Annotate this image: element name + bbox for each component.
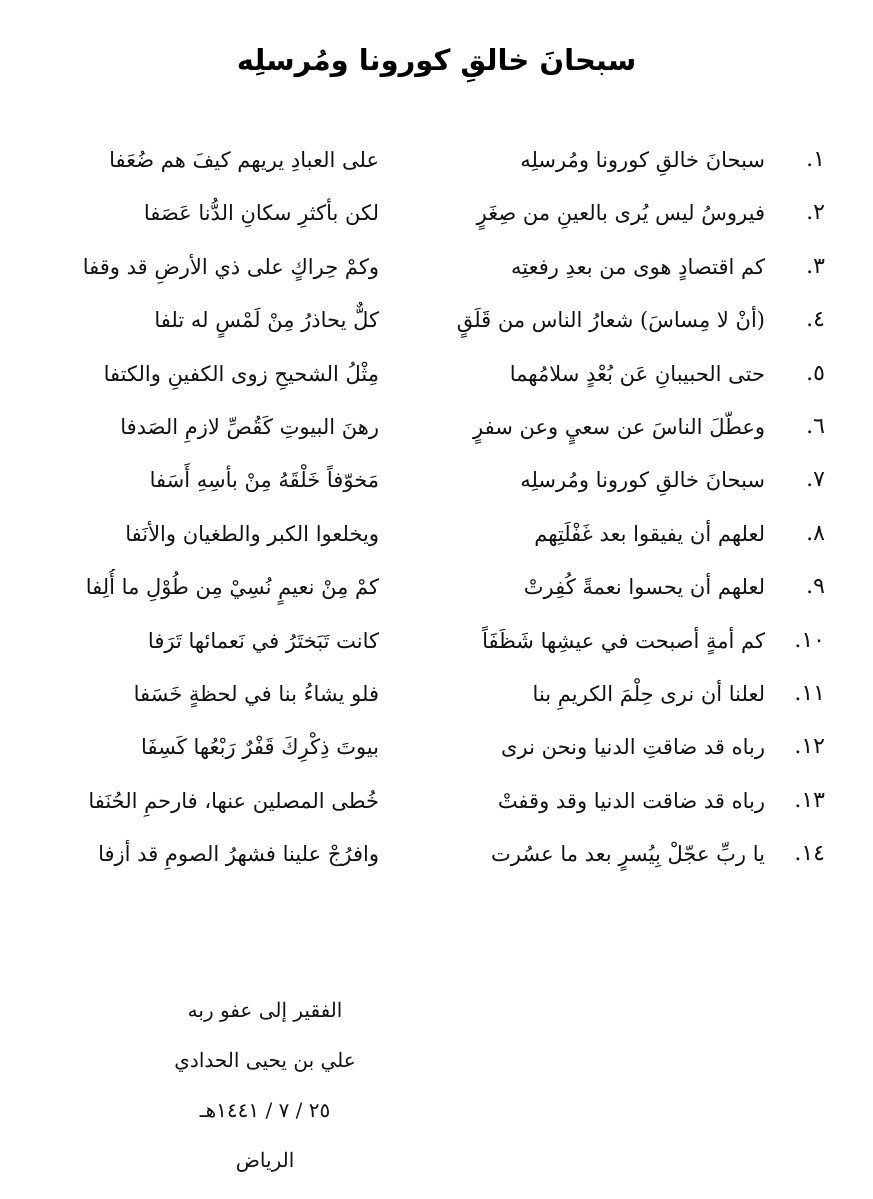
- composition-date: ٢٥ / ٧ / ١٤٤١هـ: [199, 1098, 331, 1122]
- verse-1: [0, 134, 873, 187]
- author-signature-block: [100, 985, 430, 1185]
- verse-13: [0, 775, 873, 828]
- second-hemistich: خُطى المصلين عنها، فارحمِ الحُنَفا: [88, 788, 379, 813]
- verse-6: [0, 401, 873, 454]
- verse-number: ١١.: [794, 680, 825, 706]
- second-hemistich: مَخوّفاً خَلْقَهُ مِنْ بأسِهِ أَسَفا: [149, 468, 379, 493]
- first-hemistich: فيروسُ ليس يُرى بالعينِ من صِغَرٍ: [476, 201, 765, 226]
- verse-14: [0, 828, 873, 881]
- second-hemistich: على العبادِ يريهم كيفَ هم ضُعَفا: [109, 148, 379, 172]
- poem-body: [0, 134, 873, 881]
- second-hemistich: كلٌّ يحاذرُ مِنْ لَمْسٍ له تلفا: [154, 308, 379, 333]
- first-hemistich: حتى الحبيبانِ عَن بُعْدٍ سلامُهما: [509, 361, 765, 386]
- verse-number: ١٠.: [794, 627, 825, 653]
- first-hemistich: (أنْ لا مِساسَ) شعارُ الناس من قَلَقٍ: [456, 308, 765, 333]
- second-hemistich: مِثْلُ الشحيحِ زوى الكفينِ والكتفا: [103, 361, 379, 386]
- second-hemistich: وكمْ حِراكٍ على ذي الأرضِ قد وقفا: [82, 254, 379, 279]
- verse-number: ٤.: [806, 307, 825, 333]
- verse-number: ٢.: [806, 200, 825, 226]
- first-hemistich: سبحانَ خالقِ كورونا ومُرسلِه: [520, 148, 765, 172]
- composition-place: الرياض: [235, 1148, 295, 1172]
- verse-number: ٨.: [806, 520, 825, 546]
- verse-4: [0, 294, 873, 347]
- first-hemistich: سبحانَ خالقِ كورونا ومُرسلِه: [520, 468, 765, 493]
- first-hemistich: لعلهم أن يحسوا نعمةً كُفِرتْ: [523, 575, 765, 600]
- second-hemistich: لكن بأكثرِ سكانِ الدُّنا عَصَفا: [143, 201, 379, 226]
- verse-number: ٣.: [806, 253, 825, 279]
- verse-number: ٦.: [806, 413, 825, 439]
- second-hemistich: كمْ مِنْ نعيمٍ نُسِيْ مِن طُوْلِ ما أُلِفا: [85, 575, 379, 600]
- first-hemistich: يا ربِّ عجّلْ بِيُسرٍ بعد ما عسُرت: [491, 842, 765, 867]
- author-name: علي بن يحيى الحدادي: [174, 1048, 356, 1072]
- verse-2: [0, 187, 873, 240]
- first-hemistich: كم أمةٍ أصبحت في عيشِها شَظَفَاً: [482, 628, 765, 653]
- second-hemistich: كانت تَبَختَرُ في نَعمائها تَرَفا: [147, 628, 379, 653]
- verse-number: ١٣.: [794, 787, 825, 813]
- signature-humble-line: الفقير إلى عفو ربه: [187, 998, 343, 1022]
- verse-number: ١٤.: [794, 841, 825, 867]
- first-hemistich: لعلهم أن يفيقوا بعد غَفْلَتِهم: [534, 521, 765, 546]
- first-hemistich: كم اقتصادٍ هوى من بعدِ رفعتِه: [510, 254, 765, 279]
- first-hemistich: رباه قد ضاقت الدنيا وقد وقفتْ: [497, 788, 765, 813]
- verse-number: ٩.: [806, 574, 825, 600]
- verse-5: [0, 348, 873, 401]
- verse-number: ٥.: [806, 360, 825, 386]
- first-hemistich: وعطّلَ الناسَ عن سعيٍ وعن سفرٍ: [473, 414, 765, 439]
- second-hemistich: وافرُجْ علينا فشهرُ الصومِ قد أزفا: [98, 842, 379, 867]
- second-hemistich: ويخلعوا الكبر والطغيان والأنَفا: [125, 521, 379, 546]
- verse-9: [0, 561, 873, 614]
- verse-7: [0, 454, 873, 507]
- verse-11: [0, 668, 873, 721]
- first-hemistich: رباه قد ضاقتِ الدنيا ونحن نرى: [501, 735, 765, 760]
- verse-10: [0, 615, 873, 668]
- verse-number: ٧.: [806, 467, 825, 493]
- second-hemistich: رهنَ البيوتِ كَقُصِّ لازمِ الصَدفا: [120, 414, 379, 439]
- verse-8: [0, 508, 873, 561]
- verse-number: ١٢.: [794, 734, 825, 760]
- second-hemistich: بيوتَ ذِكْرِكَ قَفْرٌ رَبْعُها كَسِفَا: [141, 735, 379, 760]
- first-hemistich: لعلنا أن نرى حِلْمَ الكريمِ بنا: [532, 681, 765, 706]
- verse-number: ١.: [806, 147, 825, 172]
- verse-12: [0, 721, 873, 774]
- second-hemistich: فلو يشاءُ بنا في لحظةٍ خَسَفا: [133, 681, 379, 706]
- verse-3: [0, 241, 873, 294]
- poem-title: سبحانَ خالقِ كورونا ومُرسلِه: [236, 43, 637, 77]
